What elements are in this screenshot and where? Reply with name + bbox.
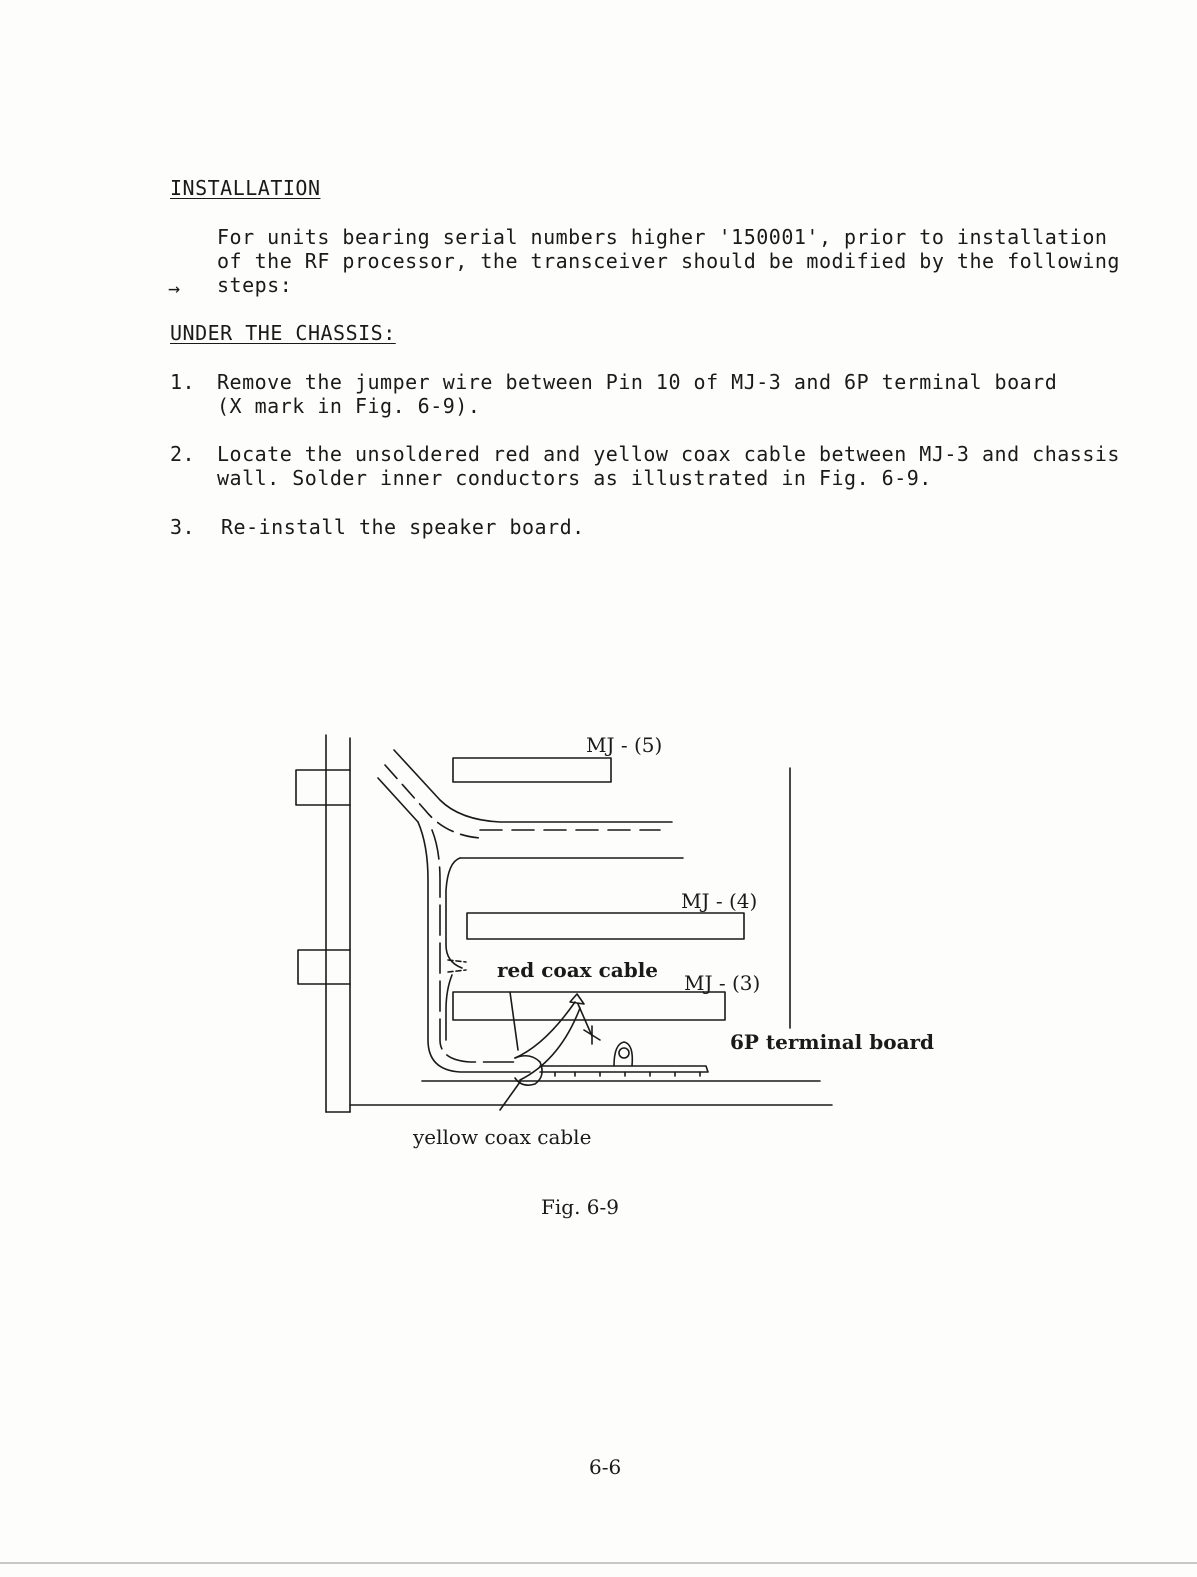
margin-arrow-mark: → — [168, 276, 181, 300]
figure-caption: Fig. 6-9 — [541, 1195, 619, 1219]
harness-line-1 — [394, 750, 672, 822]
page-number: 6-6 — [589, 1455, 622, 1479]
red-cable-pointer — [510, 992, 518, 1050]
yellow-cable-pointer — [500, 1082, 520, 1110]
page-edge-line — [0, 1562, 1197, 1564]
mj5-label: MJ - (5) — [586, 733, 663, 757]
harness-line-5 — [378, 778, 418, 822]
intro-line-1: For units bearing serial numbers higher '150001', prior to installation — [217, 225, 1108, 249]
section-title: INSTALLATION — [170, 176, 321, 200]
step-1-number: 1. — [170, 370, 196, 394]
red-coax-cable — [515, 1002, 575, 1058]
step-2-number: 2. — [170, 442, 196, 466]
mj4-board — [467, 913, 744, 939]
mj3-board — [453, 992, 725, 1020]
mj3-label: MJ - (3) — [684, 971, 761, 995]
red-coax-cable-label: red coax cable — [497, 958, 659, 982]
mj4-label: MJ - (4) — [681, 889, 758, 913]
harness-vertical-4 — [446, 975, 452, 1040]
step-3-number: 3. — [170, 515, 196, 539]
harness-vertical-3 — [446, 858, 462, 968]
yellow-coax-cable — [520, 1008, 580, 1080]
lower-knob — [298, 950, 350, 984]
coax-solder-point — [570, 994, 584, 1004]
intro-line-3: steps: — [217, 273, 293, 297]
mj5-board — [453, 758, 611, 782]
terminal-board — [540, 1066, 708, 1072]
harness-vertical-1 — [418, 822, 530, 1072]
upper-knob — [296, 770, 350, 805]
step-1-line-1: Remove the jumper wire between Pin 10 of MJ-3 and 6P terminal board — [217, 370, 1058, 394]
step-2-line-2: wall. Solder inner conductors as illustrated in Fig. 6-9. — [217, 466, 932, 490]
step-2-line-1: Locate the unsoldered red and yellow coax cable between MJ-3 and chassis — [217, 442, 1120, 466]
subsection-title: UNDER THE CHASSIS: — [170, 321, 396, 345]
intro-line-2: of the RF processor, the transceiver should be modified by the following — [217, 249, 1120, 273]
terminal-board-screw — [619, 1048, 629, 1058]
step-3-line-1: Re-install the speaker board. — [221, 515, 585, 539]
yellow-coax-cable-label: yellow coax cable — [413, 1125, 592, 1149]
terminal-board-label: 6P terminal board — [730, 1030, 935, 1054]
step-1-line-2: (X mark in Fig. 6-9). — [217, 394, 481, 418]
